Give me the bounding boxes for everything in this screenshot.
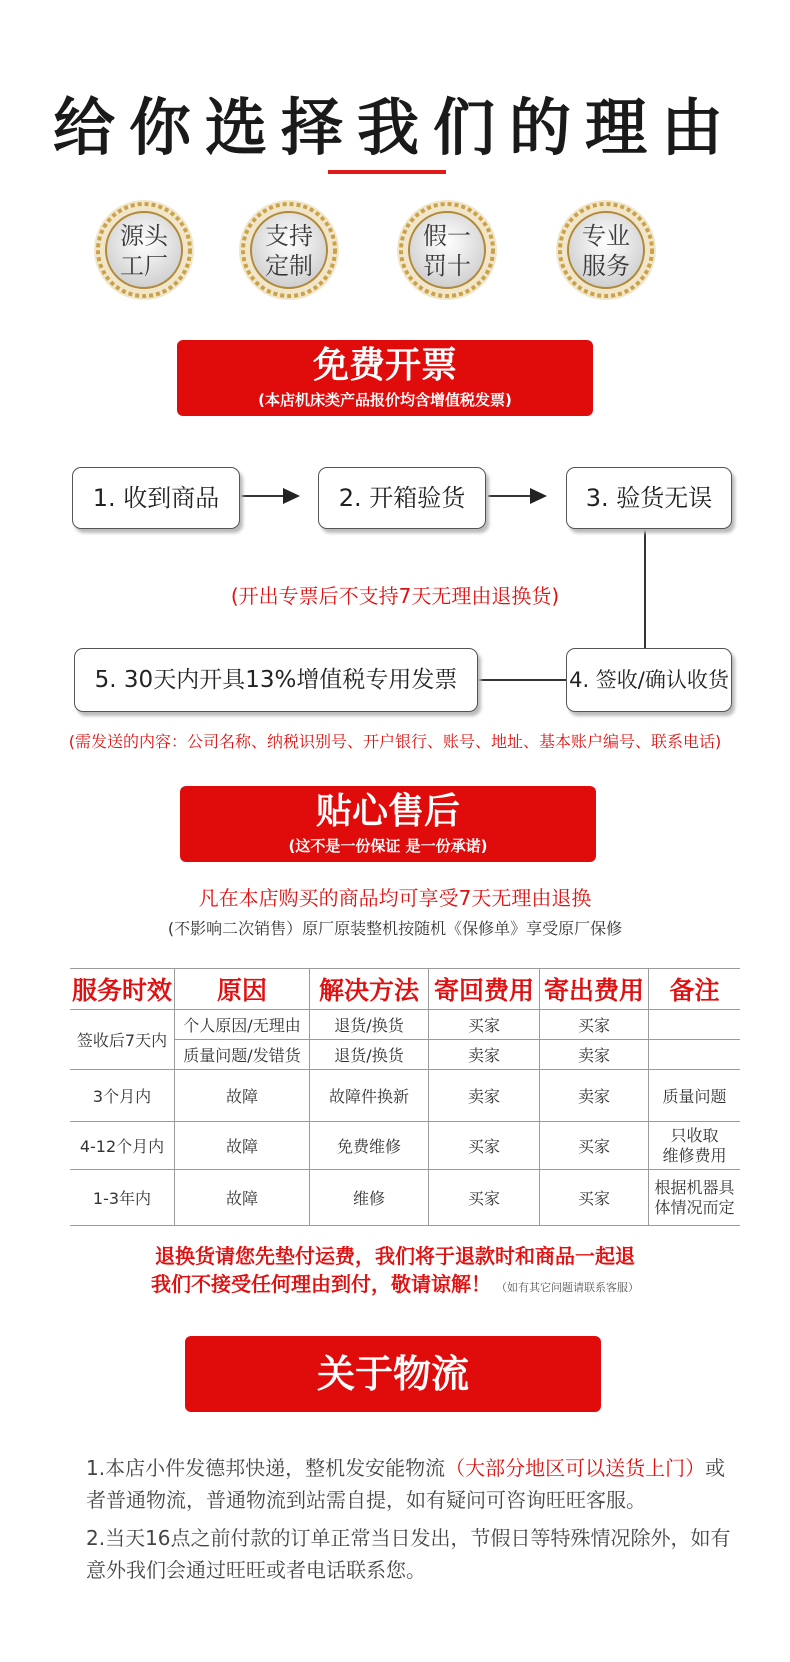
arrow-right-icon xyxy=(530,488,547,504)
logistics-banner xyxy=(185,1336,601,1412)
cell-return-cost: 买家 xyxy=(429,1010,540,1040)
shipping-notice-2-line xyxy=(0,1268,790,1297)
table-header: 寄回费用 xyxy=(429,969,540,1010)
badge-pro-service: 专业 服务 xyxy=(554,198,658,302)
table-header: 寄出费用 xyxy=(540,969,649,1010)
table-row xyxy=(70,1170,740,1226)
cell-return-cost: 卖家 xyxy=(429,1070,540,1122)
table-header-row xyxy=(70,969,740,1010)
cell-note xyxy=(649,1010,741,1040)
table-row xyxy=(70,1070,740,1122)
cell-send-cost: 卖家 xyxy=(540,1040,649,1070)
cell-reason: 个人原因/无理由 xyxy=(175,1010,310,1040)
cell-send-cost: 买家 xyxy=(540,1010,649,1040)
invoice-banner-title: 免费开票 xyxy=(312,345,457,386)
shipping-notice-2: 我们不接受任何理由到付，敬请谅解！ xyxy=(150,1272,491,1296)
logistics-door-delivery: （大部分地区可以送货上门） xyxy=(445,1456,706,1480)
cell-note: 质量问题 xyxy=(649,1070,741,1122)
badge-source-factory: 源头 工厂 xyxy=(92,198,196,302)
cell-period: 4-12个月内 xyxy=(70,1122,175,1170)
table-row xyxy=(70,1010,740,1040)
step-issue-invoice: 5. 30天内开具13%增值税专用发票 xyxy=(74,648,478,712)
service-table xyxy=(70,968,740,1226)
reasons-title: 给你选择我们的理由 xyxy=(52,91,737,164)
cell-period: 签收后7天内 xyxy=(70,1010,175,1070)
aftersale-warranty-line: (不影响二次销售）原厂原装整机按随机《保修单》享受原厂保修 xyxy=(167,919,623,938)
cell-period: 1-3年内 xyxy=(70,1170,175,1226)
invoice-note-no-return: (开出专票后不支持7天无理由退换货) xyxy=(230,584,560,608)
table-header: 服务时效 xyxy=(70,969,175,1010)
badge-custom-support: 支持 定制 xyxy=(237,198,341,302)
table-header: 原因 xyxy=(175,969,310,1010)
contact-service-hint: （如有其它问题请联系客服） xyxy=(496,1281,640,1294)
step-confirm-receipt: 4. 签收/确认收货 xyxy=(566,648,732,712)
cell-method: 退货/换货 xyxy=(310,1040,429,1070)
aftersale-banner-title: 贴心售后 xyxy=(315,791,460,832)
cell-method: 免费维修 xyxy=(310,1122,429,1170)
logistics-paragraph-2: 2.当天16点之前付款的订单正常当日发出，节假日等特殊情况除外，如有意外我们会通过旺旺或者电话联系您。 xyxy=(86,1526,731,1582)
invoice-banner-sub: (本店机床类产品报价均含增值税发票) xyxy=(258,391,512,409)
step-receive-goods: 1. 收到商品 xyxy=(72,467,240,529)
cell-method: 维修 xyxy=(310,1170,429,1226)
cell-note xyxy=(649,1040,741,1070)
table-header: 解决方法 xyxy=(310,969,429,1010)
table-header: 备注 xyxy=(649,969,741,1010)
step-unbox-inspect: 2. 开箱验货 xyxy=(318,467,486,529)
cell-method: 退货/换货 xyxy=(310,1010,429,1040)
cell-send-cost: 卖家 xyxy=(540,1070,649,1122)
cell-reason: 故障 xyxy=(175,1122,310,1170)
aftersale-banner-sub: (这不是一份保证 是一份承诺) xyxy=(288,837,488,855)
cell-reason: 质量问题/发错货 xyxy=(175,1040,310,1070)
aftersale-policy-line: 凡在本店购买的商品均可享受7天无理由退换 xyxy=(198,886,592,910)
aftersale-banner xyxy=(180,786,596,862)
arrow-right-icon xyxy=(283,488,300,504)
shipping-notice-1: 退换货请您先垫付运费，我们将于退款时和商品一起退 xyxy=(155,1244,635,1268)
badge-fake-penalty: 假一 罚十 xyxy=(395,198,499,302)
cell-note: 根据机器具 体情况而定 xyxy=(649,1170,741,1226)
cell-reason: 故障 xyxy=(175,1070,310,1122)
cell-send-cost: 买家 xyxy=(540,1170,649,1226)
logistics-banner-title: 关于物流 xyxy=(316,1352,469,1396)
cell-note: 只收取 维修费用 xyxy=(649,1122,741,1170)
cell-method: 故障件换新 xyxy=(310,1070,429,1122)
cell-return-cost: 卖家 xyxy=(429,1040,540,1070)
table-row xyxy=(70,1122,740,1170)
logistics-paragraph-1: 1.本店小件发德邦快递，整机发安能物流（大部分地区可以送货上门）或者普通物流，普通物流到站需自提，如有疑问可咨询旺旺客服。 xyxy=(86,1456,726,1512)
cell-return-cost: 买家 xyxy=(429,1170,540,1226)
step-inspection-ok: 3. 验货无误 xyxy=(566,467,732,529)
cell-reason: 故障 xyxy=(175,1170,310,1226)
invoice-required-info: (需发送的内容：公司名称、纳税识别号、开户银行、账号、地址、基本账户编号、联系电话) xyxy=(68,732,722,751)
cell-period: 3个月内 xyxy=(70,1070,175,1122)
cell-return-cost: 买家 xyxy=(429,1122,540,1170)
cell-send-cost: 买家 xyxy=(540,1122,649,1170)
flow-connectors xyxy=(0,0,790,760)
